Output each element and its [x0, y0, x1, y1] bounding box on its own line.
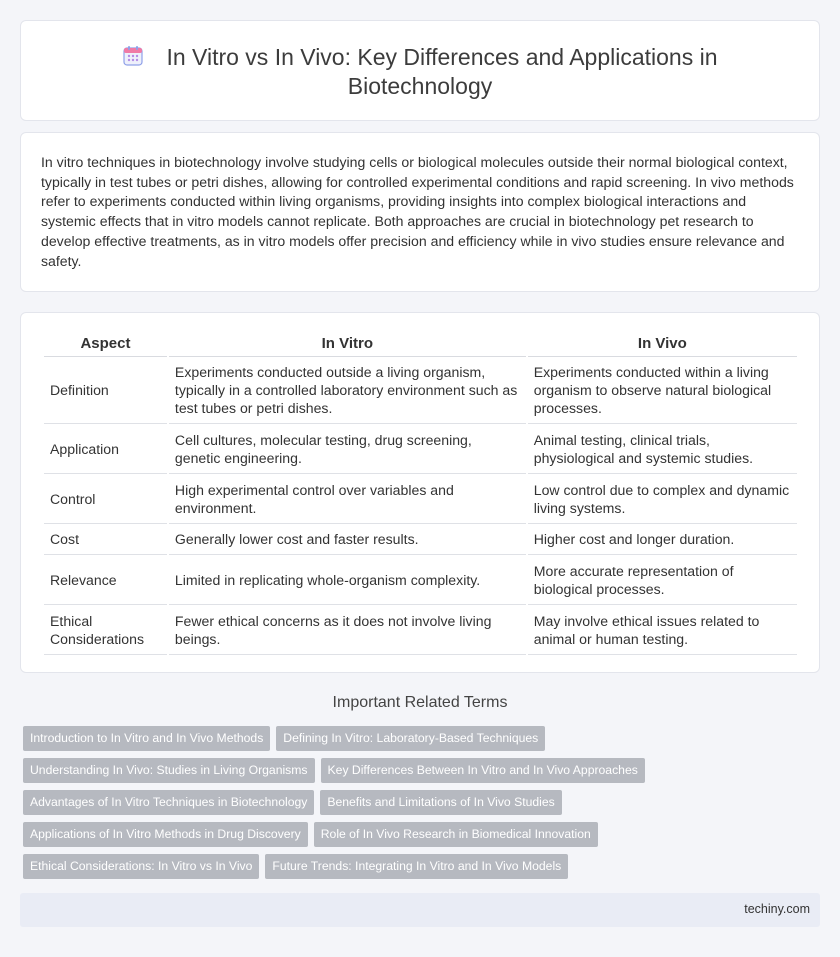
table-row — [44, 555, 797, 605]
intro-card — [20, 132, 820, 292]
title-line-2: Biotechnology — [347, 73, 493, 99]
related-term-tag[interactable]: Role of In Vivo Research in Biomedical Innovation — [314, 822, 598, 847]
table-row — [44, 424, 797, 474]
header-in-vitro: In Vitro — [169, 333, 526, 357]
related-term-tag[interactable]: Defining In Vitro: Laboratory-Based Techniques — [276, 726, 545, 751]
page-title — [21, 43, 819, 101]
table-cell: Ethical Considerations — [44, 605, 167, 655]
table-cell: Experiments conducted outside a living organism, typically in a controlled laboratory environment such as test tubes or petri dishes. — [169, 357, 526, 424]
table-cell: Definition — [44, 357, 167, 424]
table-cell: Limited in replicating whole-organism complexity. — [169, 555, 526, 605]
tag-row — [23, 758, 651, 783]
table-cell: Cell cultures, molecular testing, drug screening, genetic engineering. — [169, 424, 526, 474]
calendar-icon — [122, 45, 144, 67]
table-cell: Generally lower cost and faster results. — [169, 524, 526, 555]
comparison-table — [42, 333, 799, 655]
title-card — [20, 20, 820, 121]
table-cell: May involve ethical issues related to animal or human testing. — [528, 605, 797, 655]
table-cell: More accurate representation of biological processes. — [528, 555, 797, 605]
tag-row — [23, 790, 568, 815]
related-term-tag[interactable]: Ethical Considerations: In Vitro vs In Vivo — [23, 854, 259, 879]
tag-row — [23, 726, 551, 751]
related-term-tag[interactable]: Key Differences Between In Vitro and In Vivo Approaches — [321, 758, 645, 783]
footer — [20, 893, 820, 927]
table-cell: Cost — [44, 524, 167, 555]
title-line-1: In Vitro vs In Vivo: Key Differences and Applications in — [166, 44, 718, 70]
related-term-tag[interactable]: Advantages of In Vitro Techniques in Biotechnology — [23, 790, 314, 815]
table-cell: Higher cost and longer duration. — [528, 524, 797, 555]
related-term-tag[interactable]: Understanding In Vivo: Studies in Living Organisms — [23, 758, 315, 783]
comparison-table-card — [20, 312, 820, 673]
table-row — [44, 474, 797, 524]
related-term-tag[interactable]: Introduction to In Vitro and In Vivo Methods — [23, 726, 270, 751]
table-cell: Application — [44, 424, 167, 474]
table-row — [44, 357, 797, 424]
related-terms-title: Important Related Terms — [332, 694, 508, 711]
table-cell: Relevance — [44, 555, 167, 605]
table-row — [44, 524, 797, 555]
table-cell: Control — [44, 474, 167, 524]
related-term-tag[interactable]: Future Trends: Integrating In Vitro and In Vivo Models — [265, 854, 568, 879]
tag-row — [23, 822, 604, 847]
table-row — [44, 605, 797, 655]
header-in-vivo: In Vivo — [528, 333, 797, 357]
table-cell: Fewer ethical concerns as it does not involve living beings. — [169, 605, 526, 655]
table-cell: High experimental control over variables and environment. — [169, 474, 526, 524]
table-cell: Animal testing, clinical trials, physiological and systemic studies. — [528, 424, 797, 474]
related-term-tag[interactable]: Applications of In Vitro Methods in Drug Discovery — [23, 822, 308, 847]
tag-row — [23, 854, 574, 879]
intro-paragraph: In vitro techniques in biotechnology involve studying cells or biological molecules outside their normal biological context, typically in test tubes or petri dishes, allowing for controlled experimental conditions and rapid screening. In vivo methods refer to experiments conducted within living organisms, providing insights into complex biological interactions and systemic effects that in vitro models cannot replicate. Both approaches are crucial in biotechnology pet research to develop effective treatments, as in vitro models offer precision and efficiency while in vivo studies ensure relevance and safety. — [41, 154, 794, 269]
header-aspect: Aspect — [44, 333, 167, 357]
table-cell: Low control due to complex and dynamic living systems. — [528, 474, 797, 524]
table-cell: Experiments conducted within a living organism to observe natural biological processes. — [528, 357, 797, 424]
related-term-tag[interactable]: Benefits and Limitations of In Vivo Studies — [320, 790, 561, 815]
footer-brand-link[interactable]: techiny.com — [744, 902, 810, 916]
table-header-row — [44, 333, 797, 357]
